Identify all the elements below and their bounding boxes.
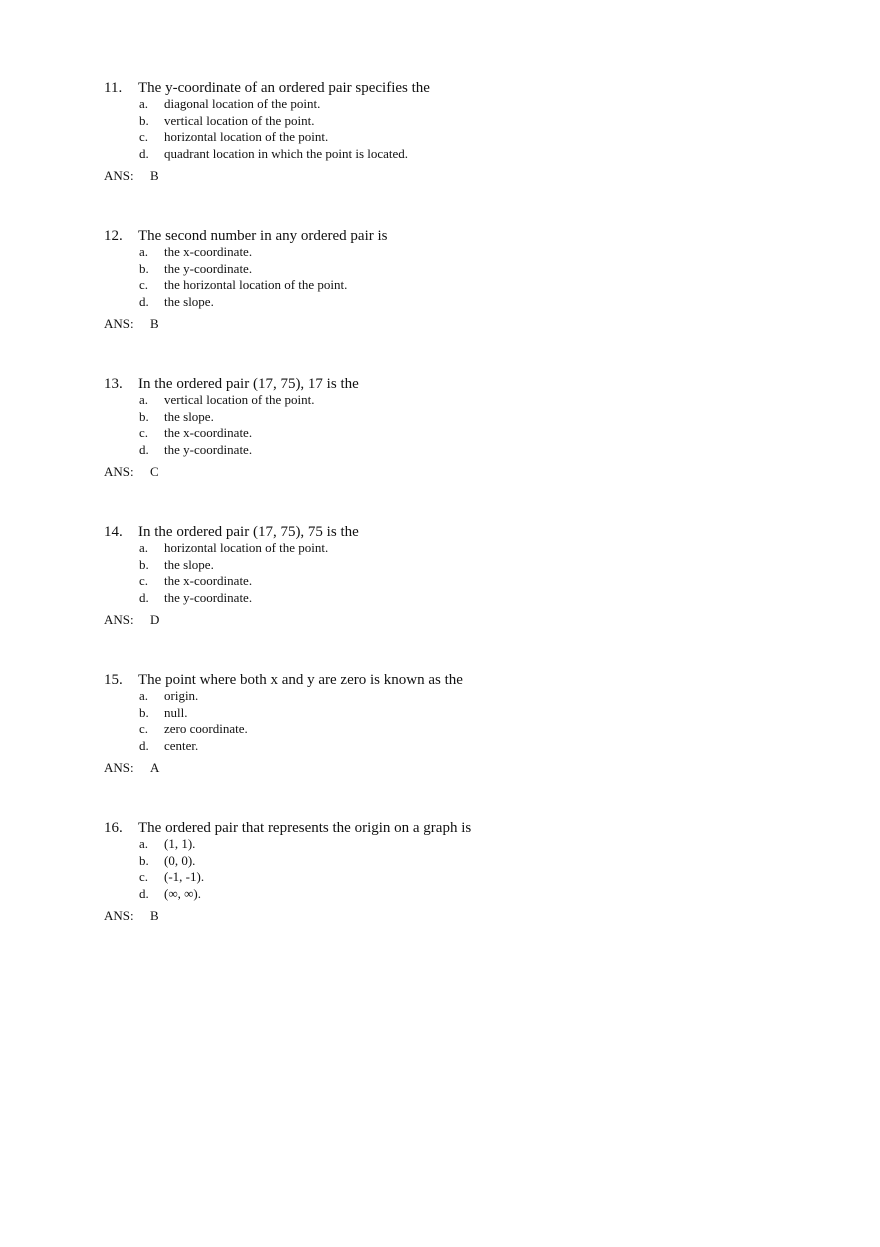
choice-d: [139, 590, 804, 607]
choice-c: [139, 425, 804, 442]
choice-a: [139, 392, 804, 409]
choice-d: [139, 886, 804, 903]
question-12: [104, 227, 804, 332]
choice-a: [139, 540, 804, 557]
choice-letter: b.: [139, 704, 149, 720]
answer-line: [104, 168, 804, 184]
question-16: [104, 819, 804, 924]
choice-letter: d.: [139, 145, 149, 161]
question-15: [104, 671, 804, 776]
question-number: 14.: [104, 524, 123, 540]
choice-b: [139, 261, 804, 278]
answer-line: [104, 908, 804, 924]
choice-list: [139, 836, 804, 902]
choice-b: [139, 557, 804, 574]
choice-list: [139, 540, 804, 606]
answer-value: A: [150, 760, 160, 775]
choice-text: horizontal location of the point.: [164, 540, 329, 555]
choice-letter: a.: [139, 836, 149, 851]
question-stem: [104, 375, 804, 393]
choice-d: [139, 738, 804, 755]
question-text: In the ordered pair (17, 75), 17 is the: [138, 376, 359, 392]
question-number: 13.: [104, 376, 123, 392]
choice-text: (0, 0).: [164, 852, 196, 868]
question-14: [104, 523, 804, 628]
choice-letter: c.: [139, 129, 149, 144]
choice-letter: d.: [139, 737, 149, 753]
answer-label: ANS:: [104, 316, 134, 331]
choice-text: (1, 1).: [164, 836, 196, 851]
choice-letter: d.: [139, 293, 149, 309]
choice-letter: a.: [139, 688, 149, 703]
choice-a: [139, 836, 804, 853]
choice-d: [139, 442, 804, 459]
choice-c: [139, 129, 804, 146]
choice-c: [139, 869, 804, 886]
choice-text: the x-coordinate.: [164, 573, 253, 588]
question-13: [104, 375, 804, 480]
choice-text: center.: [164, 737, 199, 753]
choice-b: [139, 113, 804, 130]
choice-text: the slope.: [164, 408, 214, 424]
choice-text: vertical location of the point.: [164, 392, 315, 407]
choice-text: the horizontal location of the point.: [164, 277, 348, 292]
question-number: 16.: [104, 820, 123, 836]
question-number: 11.: [104, 80, 123, 96]
choice-letter: a.: [139, 96, 149, 111]
choice-letter: c.: [139, 277, 149, 292]
choice-b: [139, 705, 804, 722]
choice-letter: d.: [139, 589, 149, 605]
answer-line: [104, 464, 804, 480]
question-stem: [104, 671, 804, 689]
answer-line: [104, 612, 804, 628]
question-number: 12.: [104, 228, 123, 244]
choice-letter: c.: [139, 573, 149, 588]
choice-text: the x-coordinate.: [164, 425, 253, 440]
question-text: The point where both x and y are zero is known as the: [138, 672, 463, 688]
choice-letter: d.: [139, 441, 149, 457]
question-stem: [104, 227, 804, 245]
choice-text: the slope.: [164, 293, 214, 309]
choice-text: the y-coordinate.: [164, 589, 253, 605]
choice-a: [139, 244, 804, 261]
question-stem: [104, 79, 804, 97]
choice-text: (-1, -1).: [164, 869, 205, 884]
choice-letter: a.: [139, 244, 149, 259]
question-11: [104, 79, 804, 184]
answer-line: [104, 760, 804, 776]
choice-text: the slope.: [164, 556, 214, 572]
answer-label: ANS:: [104, 168, 134, 183]
answer-line: [104, 316, 804, 332]
answer-label: ANS:: [104, 760, 134, 775]
choice-letter: a.: [139, 540, 149, 555]
answer-value: D: [150, 612, 160, 627]
question-text: In the ordered pair (17, 75), 75 is the: [138, 524, 359, 540]
choice-letter: b.: [139, 408, 149, 424]
choice-text: horizontal location of the point.: [164, 129, 329, 144]
answer-label: ANS:: [104, 612, 134, 627]
choice-b: [139, 853, 804, 870]
choice-d: [139, 294, 804, 311]
choice-b: [139, 409, 804, 426]
answer-value: B: [150, 168, 159, 183]
choice-text: the y-coordinate.: [164, 441, 253, 457]
answer-label: ANS:: [104, 908, 134, 923]
choice-text: zero coordinate.: [164, 721, 248, 736]
choice-list: [139, 96, 804, 162]
question-stem: [104, 819, 804, 837]
question-stem: [104, 523, 804, 541]
choice-text: (∞, ∞).: [164, 885, 201, 901]
choice-letter: a.: [139, 392, 149, 407]
choice-list: [139, 392, 804, 458]
choice-c: [139, 721, 804, 738]
choice-list: [139, 688, 804, 754]
choice-d: [139, 146, 804, 163]
choice-c: [139, 573, 804, 590]
choice-letter: c.: [139, 869, 149, 884]
choice-letter: b.: [139, 852, 149, 868]
answer-value: C: [150, 464, 159, 479]
question-number: 15.: [104, 672, 123, 688]
choice-letter: b.: [139, 260, 149, 276]
choice-letter: b.: [139, 112, 149, 128]
choice-letter: d.: [139, 885, 149, 901]
choice-text: vertical location of the point.: [164, 112, 315, 128]
answer-value: B: [150, 908, 159, 923]
question-text: The ordered pair that represents the origin on a graph is: [138, 820, 472, 836]
choice-list: [139, 244, 804, 310]
question-text: The second number in any ordered pair is: [138, 228, 388, 244]
choice-letter: b.: [139, 556, 149, 572]
choice-text: diagonal location of the point.: [164, 96, 321, 111]
choice-a: [139, 96, 804, 113]
choice-text: the x-coordinate.: [164, 244, 253, 259]
choice-c: [139, 277, 804, 294]
answer-value: B: [150, 316, 159, 331]
choice-text: null.: [164, 704, 188, 720]
choice-text: the y-coordinate.: [164, 260, 253, 276]
choice-text: quadrant location in which the point is located.: [164, 145, 409, 161]
choice-letter: c.: [139, 425, 149, 440]
choice-text: origin.: [164, 688, 199, 703]
choice-a: [139, 688, 804, 705]
choice-letter: c.: [139, 721, 149, 736]
answer-label: ANS:: [104, 464, 134, 479]
question-text: The y-coordinate of an ordered pair specifies the: [138, 80, 430, 96]
